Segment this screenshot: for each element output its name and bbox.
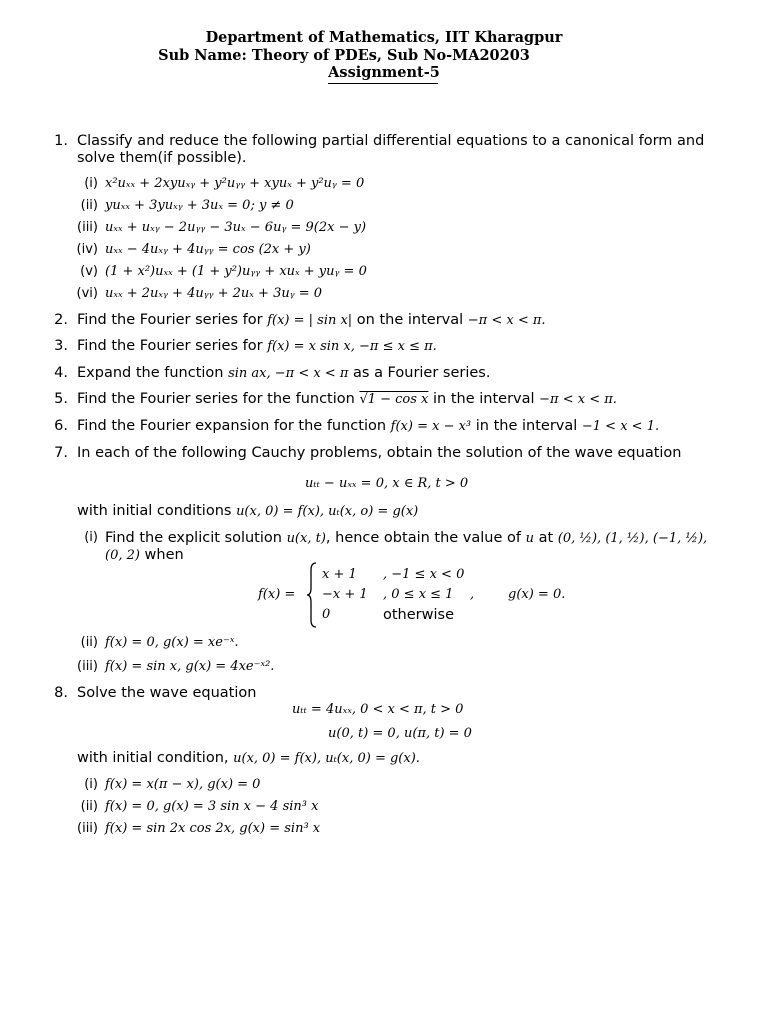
math: √1 − cos x (359, 392, 429, 407)
question-7-text: In each of the following Cauchy problems, obtain the solution of the wave equation (77, 445, 682, 461)
text: Expand the function (77, 365, 229, 381)
text: with initial conditions (77, 503, 237, 519)
text: , hence obtain the value of (325, 530, 526, 546)
text: in the interval (471, 418, 582, 434)
text: when (139, 547, 184, 563)
math: sin ax, −π < x < π (228, 366, 349, 381)
question-3-text (77, 337, 437, 356)
sub-label: (iv) (76, 242, 98, 257)
question-4-text (77, 364, 490, 383)
sub-label: (i) (84, 777, 98, 792)
text: at (533, 530, 558, 546)
piecewise-lhs: f(x) = (258, 587, 296, 602)
question-1-text: Classify and reduce the following partial differential equations to a canonical form and (77, 133, 705, 149)
equation: uₓₓ + uₓᵧ − 2uᵧᵧ − 3uₓ − 6uᵧ = 9(2x − y) (105, 220, 367, 235)
title-underline (328, 83, 438, 84)
text: with initial condition, (77, 750, 234, 766)
math: f(x) = | sin x| (267, 313, 353, 328)
math: u(x, 0) = f(x), uₜ(x, o) = g(x) (236, 504, 419, 519)
text: Find the explicit solution (105, 530, 287, 546)
math: −π < x < π. (539, 392, 617, 407)
math: f(x) = x − x³ (390, 419, 472, 434)
math: u(x, 0) = f(x), uₜ(x, 0) = g(x). (233, 751, 420, 766)
math: (0, 2) (105, 548, 140, 563)
piecewise-comma: , (470, 587, 475, 602)
text: Find the Fourier expansion for the function (77, 418, 391, 434)
sub-label: (i) (84, 530, 98, 545)
case-cond: , −1 ≤ x < 0 (383, 567, 465, 582)
subject-line: Sub Name: Theory of PDEs, Sub No-MA20203 (158, 47, 530, 64)
question-number: 1. (54, 133, 68, 149)
sub-label: (i) (84, 176, 98, 191)
math: (0, ½), (1, ½), (−1, ½), (557, 531, 708, 546)
sub-label: (iii) (77, 220, 98, 235)
text: in the interval (428, 391, 540, 407)
question-number: 4. (54, 365, 68, 381)
boundary-conditions: u(0, t) = 0, u(π, t) = 0 (328, 726, 472, 741)
math: −π < x < π. (467, 313, 546, 328)
question-2-text (77, 311, 546, 330)
equation: f(x) = x(π − x), g(x) = 0 (105, 777, 261, 792)
text: Find the Fourier series for (77, 312, 268, 328)
part-i-text (105, 529, 707, 548)
part-i-text-cont (105, 546, 184, 565)
text: on the interval (352, 312, 468, 328)
equation: uₓₓ − 4uₓᵧ + 4uᵧᵧ = cos (2x + y) (105, 242, 311, 257)
case-expr: 0 (322, 607, 331, 622)
question-6-text (77, 417, 659, 436)
question-8-text: Solve the wave equation (77, 685, 257, 701)
wave-equation: uₜₜ − uₓₓ = 0, x ∈ R, t > 0 (305, 476, 469, 491)
question-1-text-cont: solve them(if possible). (77, 150, 247, 166)
question-number: 3. (54, 338, 68, 354)
question-number: 2. (54, 312, 68, 328)
sub-label: (ii) (80, 198, 98, 213)
equation: f(x) = sin x, g(x) = 4xe⁻ˣ². (105, 659, 275, 674)
assignment-title: Assignment-5 (328, 64, 440, 81)
equation: f(x) = 0, g(x) = xe⁻ˣ. (105, 635, 239, 650)
equation: x²uₓₓ + 2xyuₓᵧ + y²uᵧᵧ + xyuₓ + y²uᵧ = 0 (105, 176, 365, 191)
sub-label: (vi) (76, 286, 98, 301)
case-expr: x + 1 (322, 567, 357, 582)
sub-label: (iii) (77, 821, 98, 836)
equation: yuₓₓ + 3yuₓᵧ + 3uₓ = 0; y ≠ 0 (105, 198, 294, 213)
case-cond: , 0 ≤ x ≤ 1 (383, 587, 454, 602)
sub-label: (v) (80, 264, 98, 279)
department-title: Department of Mathematics, IIT Kharagpur (205, 29, 563, 46)
equation: f(x) = sin 2x cos 2x, g(x) = sin³ x (105, 821, 321, 836)
sub-label: (ii) (80, 635, 98, 650)
question-5-text (77, 390, 617, 409)
equation: uₓₓ + 2uₓᵧ + 4uᵧᵧ + 2uₓ + 3uᵧ = 0 (105, 286, 323, 301)
math: f(x) = x sin x, −π ≤ x ≤ π. (267, 339, 437, 354)
wave-equation: uₜₜ = 4uₓₓ, 0 < x < π, t > 0 (292, 702, 464, 717)
equation: (1 + x²)uₓₓ + (1 + y²)uᵧᵧ + xuₓ + yuᵧ = 0 (105, 264, 367, 279)
left-brace-icon (306, 562, 318, 628)
case-cond: otherwise (383, 607, 454, 623)
sub-label: (iii) (77, 659, 98, 674)
question-number: 7. (54, 445, 68, 461)
text: Find the Fourier series for the function (77, 391, 360, 407)
math: u(x, t) (286, 531, 326, 546)
question-number: 6. (54, 418, 68, 434)
initial-conditions (77, 749, 420, 768)
question-number: 8. (54, 685, 68, 701)
math: u (525, 531, 534, 546)
math: −1 < x < 1. (581, 419, 660, 434)
equation: f(x) = 0, g(x) = 3 sin x − 4 sin³ x (105, 799, 319, 814)
text: as a Fourier series. (348, 365, 491, 381)
question-number: 5. (54, 391, 68, 407)
sub-label: (ii) (80, 799, 98, 814)
text: Find the Fourier series for (77, 338, 268, 354)
case-expr: −x + 1 (322, 587, 368, 602)
initial-conditions (77, 502, 418, 521)
piecewise-g: g(x) = 0. (508, 587, 566, 602)
